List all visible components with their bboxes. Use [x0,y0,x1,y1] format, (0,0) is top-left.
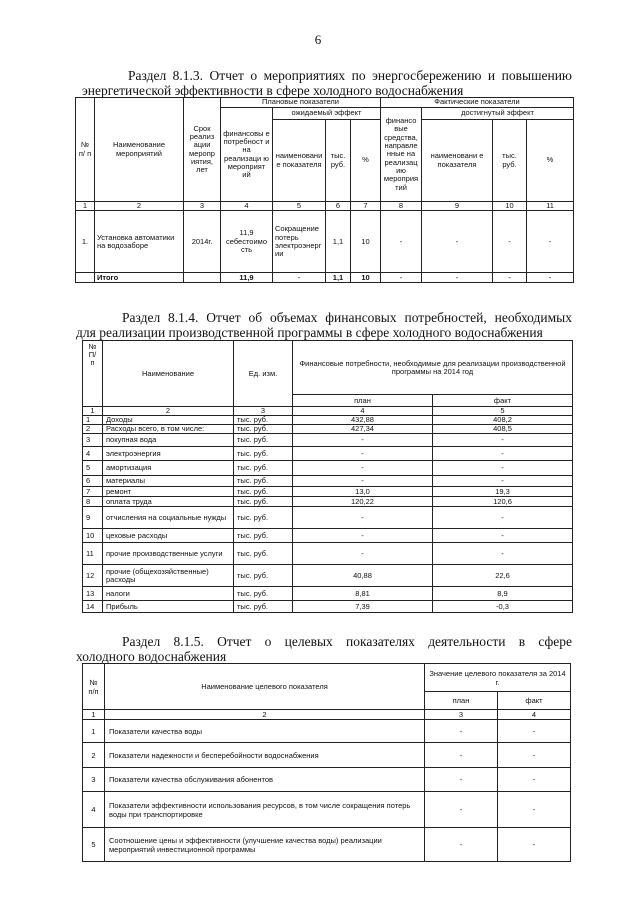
row-unit: тыс. руб. [234,425,293,434]
row-plan: - [293,461,433,476]
row-fact: - [498,768,571,792]
row-unit: тыс. руб. [234,461,293,476]
row-fact: -0,3 [433,601,573,613]
row-name: Показатели качества воды [105,720,425,743]
row-plan: 427,34 [293,425,433,434]
row-plan: 7,39 [293,601,433,613]
table-row [83,434,573,447]
col-number: 3 [234,407,293,416]
table-row [83,507,573,529]
header-fact: факт [498,692,571,710]
row-name: амортизация [103,461,234,476]
heading-line: Раздел 8.1.4. Отчет об объемах финансовых потребностей, необходимых [122,310,572,325]
table-cell: - [273,273,326,283]
row-num: 7 [83,487,103,497]
row-name: Прибыль [103,601,234,613]
row-fact: 408,5 [433,425,573,434]
row-fact: - [498,828,571,862]
row-name: отчисления на социальные нужды [103,507,234,529]
row-plan: - [293,434,433,447]
section-heading-8-1-4 [76,310,572,340]
col-number: 10 [493,202,527,211]
table-cell: - [493,211,527,273]
heading-line: холодного водоснабжения [76,649,227,664]
row-num: 9 [83,507,103,529]
row-name: Показатели эффективности использования ресурсов, в том числе сокращения потерь воды при транспортировке [105,792,425,828]
row-name: Доходы [103,416,234,425]
row-fact: - [498,743,571,768]
table-row [83,425,573,434]
table-row [83,416,573,425]
table-row [83,768,571,792]
row-name: цеховые расходы [103,529,234,543]
row-unit: тыс. руб. [234,507,293,529]
row-plan: - [293,507,433,529]
header-achieved-effect: достигнутый эффект [422,108,574,120]
header-plan-finance: финансовы е потребност и на реализаци ю мероприят ий [221,108,273,202]
col-number: 1 [83,710,105,720]
row-fact: - [498,792,571,828]
row-plan: - [425,792,498,828]
header-indicator-name: наименовани е показателя [422,120,493,202]
row-plan: - [293,447,433,461]
header-value: Значение целевого показателя за 2014 г. [425,664,571,692]
table-row [83,565,573,587]
col-number: 3 [425,710,498,720]
header-ths-rub: тыс. руб. [493,120,527,202]
table-cell: Установка автоматики на водозаборе [95,211,184,273]
header-num: № п/п [83,664,105,710]
col-number: 4 [221,202,273,211]
row-fact: 120,6 [433,497,573,507]
table-row [83,476,573,487]
header-plan: план [293,395,433,407]
row-num: 14 [83,601,103,613]
target-indicators-table [82,663,571,862]
section-heading-8-1-3 [82,68,572,98]
col-number: 4 [293,407,433,416]
row-plan: 120,22 [293,497,433,507]
row-num: 13 [83,587,103,601]
row-name: материалы [103,476,234,487]
header-unit: Ед. изм. [234,341,293,407]
col-number: 2 [103,407,234,416]
table-cell: 11,9 себестоимо сть [221,211,273,273]
col-number: 11 [527,202,574,211]
col-number: 5 [273,202,326,211]
row-num: 2 [83,425,103,434]
row-unit: тыс. руб. [234,529,293,543]
header-indicator-name: наименовани е показателя [273,120,326,202]
row-plan: 40,88 [293,565,433,587]
row-num: 4 [83,447,103,461]
row-fact: - [433,476,573,487]
row-plan: - [293,476,433,487]
row-plan: 8,81 [293,587,433,601]
heading-line: Раздел 8.1.3. Отчет о мероприятиях по энергосбережению и повышению [128,68,572,83]
header-expected-effect: ожидаемый эффект [273,108,381,120]
header-planned: Плановые показатели [221,98,381,108]
header-actual: Фактические показатели [381,98,574,108]
section-heading-8-1-5 [76,634,572,664]
header-percent: % [527,120,574,202]
row-fact: - [433,461,573,476]
col-number: 9 [422,202,493,211]
header-financial-needs: Финансовые потребности, необходимые для реализации производственной программы на 2014 год [293,341,573,395]
table-row [83,720,571,743]
col-number: 4 [498,710,571,720]
row-fact: - [433,434,573,447]
table-row [83,743,571,768]
row-plan: - [425,828,498,862]
row-name: оплата труда [103,497,234,507]
row-name: Показатели качества обслуживания абонентов [105,768,425,792]
row-unit: тыс. руб. [234,543,293,565]
row-plan: - [425,720,498,743]
row-num: 5 [83,828,105,862]
col-number: 6 [326,202,351,211]
row-num: 3 [83,768,105,792]
col-number: 2 [95,202,184,211]
row-name: прочие производственные услуги [103,543,234,565]
header-percent: % [351,120,381,202]
row-name: прочие (общехозяйственные) расходы [103,565,234,587]
row-num: 2 [83,743,105,768]
row-plan: - [425,743,498,768]
row-fact: - [433,507,573,529]
table-cell: - [493,273,527,283]
row-unit: тыс. руб. [234,447,293,461]
table-row [76,211,574,273]
row-fact: 19,3 [433,487,573,497]
heading-line: Раздел 8.1.5. Отчет о целевых показателях деятельности в сфере [122,634,572,649]
row-plan: - [425,768,498,792]
col-number: 5 [433,407,573,416]
total-label: Итого [95,273,184,283]
row-num: 1 [83,720,105,743]
row-name: Показатели надежности и бесперебойности водоснабжения [105,743,425,768]
col-number: 2 [105,710,425,720]
row-unit: тыс. руб. [234,587,293,601]
header-term: Срок реализ ации меропр иятия, лет [184,98,221,202]
row-num: 3 [83,434,103,447]
table-cell: 11,9 [221,273,273,283]
table-cell [184,273,221,283]
row-num: 5 [83,461,103,476]
table-cell: 10 [351,211,381,273]
row-plan: 432,88 [293,416,433,425]
page-number: 6 [314,32,322,47]
row-unit: тыс. руб. [234,487,293,497]
table-row [83,601,573,613]
table-cell: 1,1 [326,211,351,273]
row-fact: 8,9 [433,587,573,601]
table-cell: 1,1 [326,273,351,283]
row-unit: тыс. руб. [234,601,293,613]
col-number: 3 [184,202,221,211]
row-unit: тыс. руб. [234,416,293,425]
table-cell: 1. [76,211,95,273]
table-cell: - [422,211,493,273]
row-num: 1 [83,416,103,425]
header-name: Наименование целевого показателя [105,664,425,710]
col-number: 8 [381,202,422,211]
row-fact: - [433,447,573,461]
row-fact: 408,2 [433,416,573,425]
table-cell: Сокращение потерь электроэнерг ии [273,211,326,273]
header-fact-finance: финансо вые средства, направле нные на реализац ию мероприя тий [381,108,422,202]
total-row [76,273,574,283]
col-number: 1 [76,202,95,211]
table-row [83,792,571,828]
row-unit: тыс. руб. [234,476,293,487]
row-name: налоги [103,587,234,601]
row-num: 6 [83,476,103,487]
row-unit: тыс. руб. [234,497,293,507]
row-fact: 22,6 [433,565,573,587]
header-name: Наименование мероприятий [95,98,184,202]
header-ths-rub: тыс. руб. [326,120,351,202]
row-num: 12 [83,565,103,587]
table-cell: - [527,273,574,283]
table-cell: 2014г. [184,211,221,273]
table-row [83,447,573,461]
header-plan: план [425,692,498,710]
row-name: электроэнергия [103,447,234,461]
header-num: № П/ п [83,341,103,407]
row-plan: 13,0 [293,487,433,497]
table-cell: - [422,273,493,283]
row-fact: - [433,543,573,565]
row-unit: тыс. руб. [234,434,293,447]
row-num: 4 [83,792,105,828]
heading-line: для реализации производственной программы в сфере холодного водоснабжения [76,325,543,340]
table-row [83,487,573,497]
table-row [83,543,573,565]
table-cell: - [527,211,574,273]
row-num: 11 [83,543,103,565]
table-row [83,461,573,476]
row-name: Соотношение цены и эффективности (улучшение качества воды) реализации мероприятий инвестиционной программы [105,828,425,862]
table-cell [76,273,95,283]
table-cell: 10 [351,273,381,283]
col-number: 1 [83,407,103,416]
row-fact: - [498,720,571,743]
row-plan: - [293,543,433,565]
table-row [83,828,571,862]
header-num: № п/ п [76,98,95,202]
table-row [83,529,573,543]
header-fact: факт [433,395,573,407]
row-plan: - [293,529,433,543]
header-name: Наименование [103,341,234,407]
row-name: ремонт [103,487,234,497]
energy-saving-table [75,97,574,283]
table-cell: - [381,211,422,273]
row-name: Расходы всего, в том числе: [103,425,234,434]
col-number: 7 [351,202,381,211]
row-fact: - [433,529,573,543]
financial-needs-table [82,340,573,613]
heading-line: энергетической эффективности в сфере холодного водоснабжения [82,83,464,98]
row-name: покупная вода [103,434,234,447]
table-row [83,497,573,507]
row-unit: тыс. руб. [234,565,293,587]
table-cell: - [381,273,422,283]
table-row [83,587,573,601]
row-num: 10 [83,529,103,543]
row-num: 8 [83,497,103,507]
